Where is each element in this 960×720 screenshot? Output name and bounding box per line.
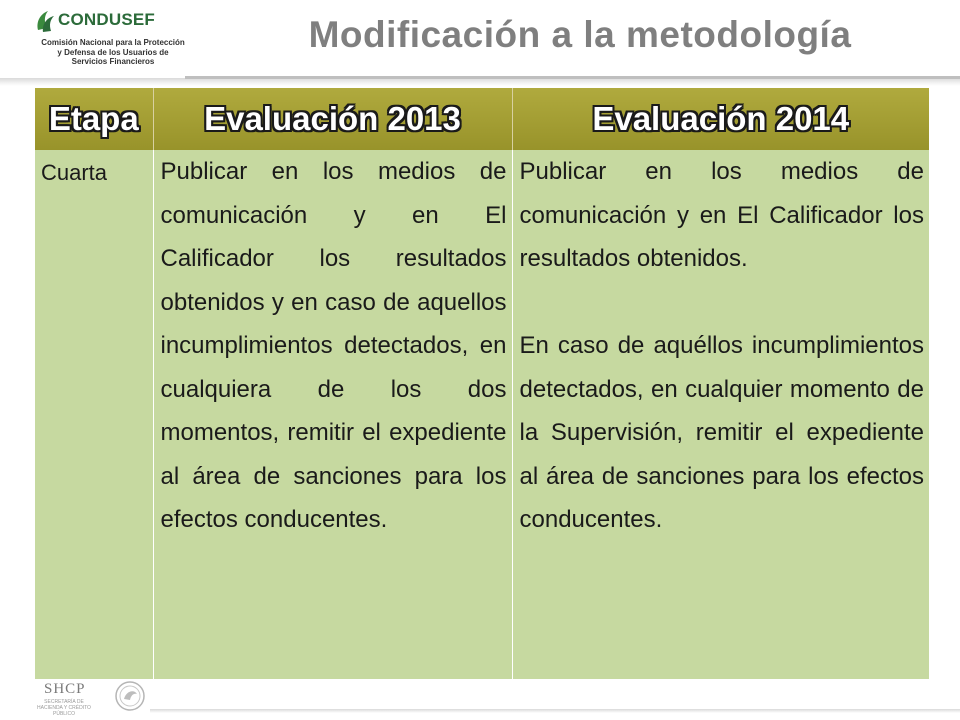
condusef-logo [34, 8, 184, 78]
mexico-coat-of-arms-icon [110, 679, 150, 713]
cell-etapa: Cuarta [35, 150, 153, 679]
slide-title: Modificación a la metodología [308, 14, 852, 55]
comparison-table [35, 88, 929, 679]
condusef-logo-icon [34, 8, 58, 34]
logo-name: CONDUSEF [58, 10, 155, 29]
cell-evaluacion-2014 [512, 150, 929, 679]
logo-subtitle-line: Servicios Financieros [71, 57, 155, 66]
footer-divider [150, 709, 960, 713]
header-divider-line [185, 76, 960, 79]
cell-paragraph: En caso de aquéllos incumplimientos detectados, en cualquier momento de la Supervisión, remitir el expediente al área de sanciones para los efectos conducentes. [519, 332, 924, 533]
slide-header [0, 0, 960, 86]
logo-subtitle-line: y Defensa de los Usuarios de [57, 47, 169, 57]
column-header-etapa: Etapa [35, 88, 153, 150]
table-header-row [35, 88, 929, 150]
column-header-evaluacion-2013: Evaluación 2013 [153, 88, 512, 150]
slide-footer [0, 679, 960, 720]
cell-evaluacion-2013 [153, 150, 512, 679]
cell-paragraph: Publicar en los medios de comunicación y en El Calificador los resultados obtenidos. [519, 158, 924, 272]
cell-paragraph: Publicar en los medios de comunicación y en El Calificador los resultados obtenidos y en caso de aquellos incumplimientos detectados, en cualquiera de los dos momentos, remitir el expediente al área de sanciones para los efectos conducentes. [160, 158, 507, 533]
logo-subtitle-line: Comisión Nacional para la Protección [41, 38, 185, 47]
header-divider [0, 78, 960, 86]
shcp-logo-text: SHCP [44, 681, 86, 697]
logo-subtitle [38, 38, 188, 67]
shcp-logo-subtitle: SECRETARÍA DE HACIENDA Y CRÉDITO PÚBLICO [37, 699, 91, 717]
table-row [35, 150, 929, 679]
column-header-evaluacion-2014: Evaluación 2014 [512, 88, 929, 150]
